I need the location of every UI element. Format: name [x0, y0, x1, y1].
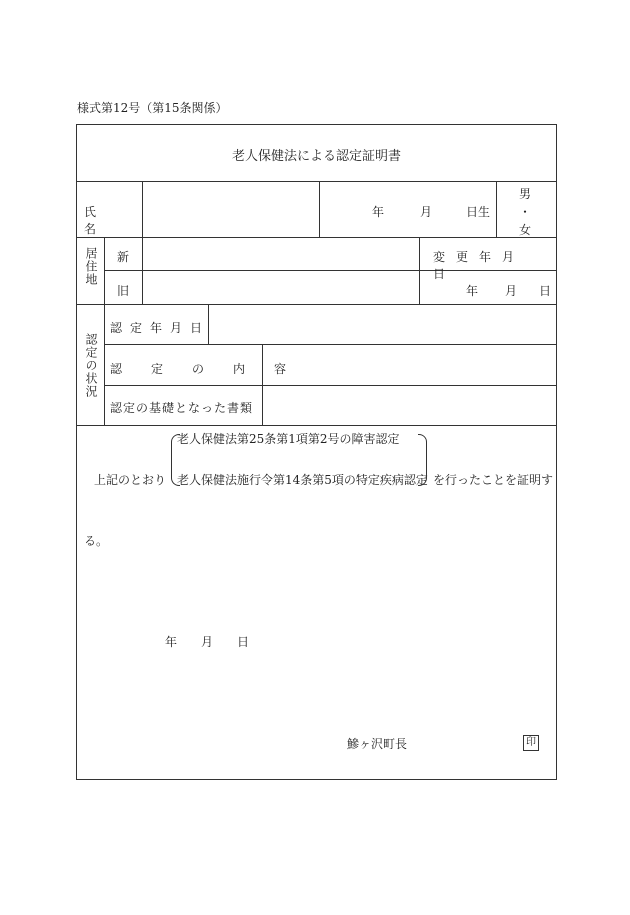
residence-label: 居住地	[84, 247, 98, 286]
birth-day-label: 日生	[466, 205, 491, 219]
sex-separator: ・	[519, 205, 532, 219]
statement-option-1: 老人保健法第25条第1項第2号の障害認定	[177, 432, 400, 446]
status-basis-field[interactable]	[263, 386, 555, 425]
change-year-label: 年	[466, 284, 479, 298]
birth-month-label: 月	[420, 205, 433, 219]
new-address-field[interactable]	[143, 238, 419, 270]
statement-option-2: 老人保健法施行令第14条第5項の特定疾病認定	[177, 473, 428, 487]
issuer-name: 鰺ヶ沢町長	[347, 737, 408, 751]
change-date-label	[433, 248, 541, 282]
issue-day-label: 日	[237, 635, 250, 649]
change-day-label: 日	[539, 284, 552, 298]
form-number: 様式第12号（第15条関係）	[77, 101, 228, 115]
name-field[interactable]	[143, 182, 319, 237]
status-date-label: 認定年月日	[110, 321, 211, 335]
seal-mark: 印	[523, 735, 539, 751]
old-address-field[interactable]	[143, 271, 419, 304]
change-month-label: 月	[505, 284, 518, 298]
status-label: 認定の状況	[84, 333, 98, 398]
status-date-field[interactable]	[209, 305, 555, 344]
sex-male: 男	[519, 187, 532, 201]
certificate-title: 老人保健法による認定証明書	[231, 149, 401, 164]
status-content-label: 認定の内容	[110, 362, 316, 376]
statement-prefix: 上記のとおり	[94, 473, 167, 487]
statement-suffix: を行ったことを証明す	[433, 473, 554, 487]
status-basis-label: 認定の基礎となった書類	[110, 401, 254, 415]
sex-female: 女	[519, 223, 532, 237]
issue-month-label: 月	[201, 635, 214, 649]
residence-old-label: 旧	[117, 284, 130, 298]
statement-continuation: る。	[84, 534, 109, 548]
status-content-field[interactable]	[263, 345, 555, 385]
issue-year-label: 年	[165, 635, 178, 649]
name-label: 氏名	[84, 205, 129, 236]
residence-new-label: 新	[117, 250, 130, 264]
birth-year-label: 年	[372, 205, 385, 219]
right-brace	[418, 434, 427, 486]
change-date-text: 変更年月日	[433, 250, 526, 281]
